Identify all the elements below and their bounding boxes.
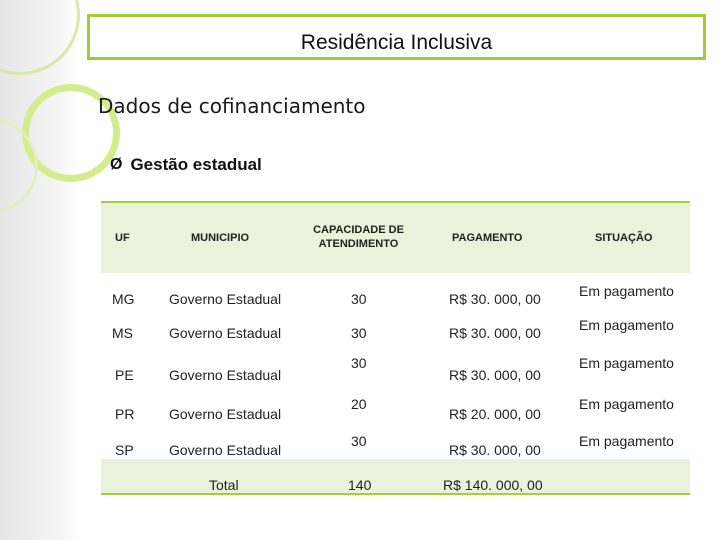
cell-municipio: Governo Estadual: [169, 367, 282, 383]
page-title: Residência Inclusiva: [300, 31, 493, 54]
column-header-municipio: MUNICIPIO: [191, 232, 250, 244]
background-side-strip: [0, 0, 80, 540]
cell-pagamento: R$ 30. 000, 00: [449, 325, 541, 341]
column-header-situacao: SITUAÇÃO: [595, 232, 653, 244]
cell-municipio: Governo Estadual: [169, 406, 282, 422]
cell-uf: MG: [112, 291, 135, 307]
cell-pagamento: R$ 30. 000, 00: [449, 367, 541, 383]
section-label: Gestão estadual: [130, 155, 262, 174]
cell-uf: PE: [115, 367, 134, 383]
table-bottom-rule: [101, 493, 690, 495]
cell-situacao: Em pagamento: [579, 355, 674, 371]
arrow-bullet-icon: Ø: [110, 156, 123, 173]
subtitle: Dados de cofinanciamento: [98, 94, 366, 118]
cell-capacidade: 30: [351, 433, 367, 449]
cofinancing-table: [101, 201, 690, 495]
column-header-pagamento: PAGAMENTO: [452, 232, 523, 244]
cell-capacidade: 30: [351, 355, 367, 371]
total-capacidade: 140: [348, 477, 372, 493]
column-header-capacidade: CAPACIDADE DE ATENDIMENTO: [313, 224, 404, 250]
cell-situacao: Em pagamento: [579, 283, 674, 299]
cell-capacidade: 20: [351, 396, 367, 412]
cell-uf: MS: [112, 325, 133, 341]
cell-pagamento: R$ 30. 000, 00: [449, 291, 541, 307]
cell-uf: PR: [115, 406, 135, 422]
title-box: [87, 14, 706, 60]
section-heading: [110, 155, 262, 175]
column-header-uf: UF: [115, 232, 130, 244]
cell-capacidade: 30: [351, 325, 367, 341]
cell-situacao: Em pagamento: [579, 433, 674, 449]
cell-situacao: Em pagamento: [579, 396, 674, 412]
cell-situacao: Em pagamento: [579, 317, 674, 333]
cell-capacidade: 30: [351, 291, 367, 307]
total-pagamento: R$ 140. 000, 00: [443, 477, 543, 493]
total-label: Total: [209, 477, 239, 493]
cell-pagamento: R$ 30. 000, 00: [449, 442, 541, 458]
cell-uf: SP: [115, 442, 134, 458]
cell-pagamento: R$ 20. 000, 00: [449, 406, 541, 422]
cell-municipio: Governo Estadual: [169, 442, 282, 458]
cell-municipio: Governo Estadual: [169, 291, 282, 307]
cell-municipio: Governo Estadual: [169, 325, 282, 341]
table-total-band: [101, 459, 690, 495]
